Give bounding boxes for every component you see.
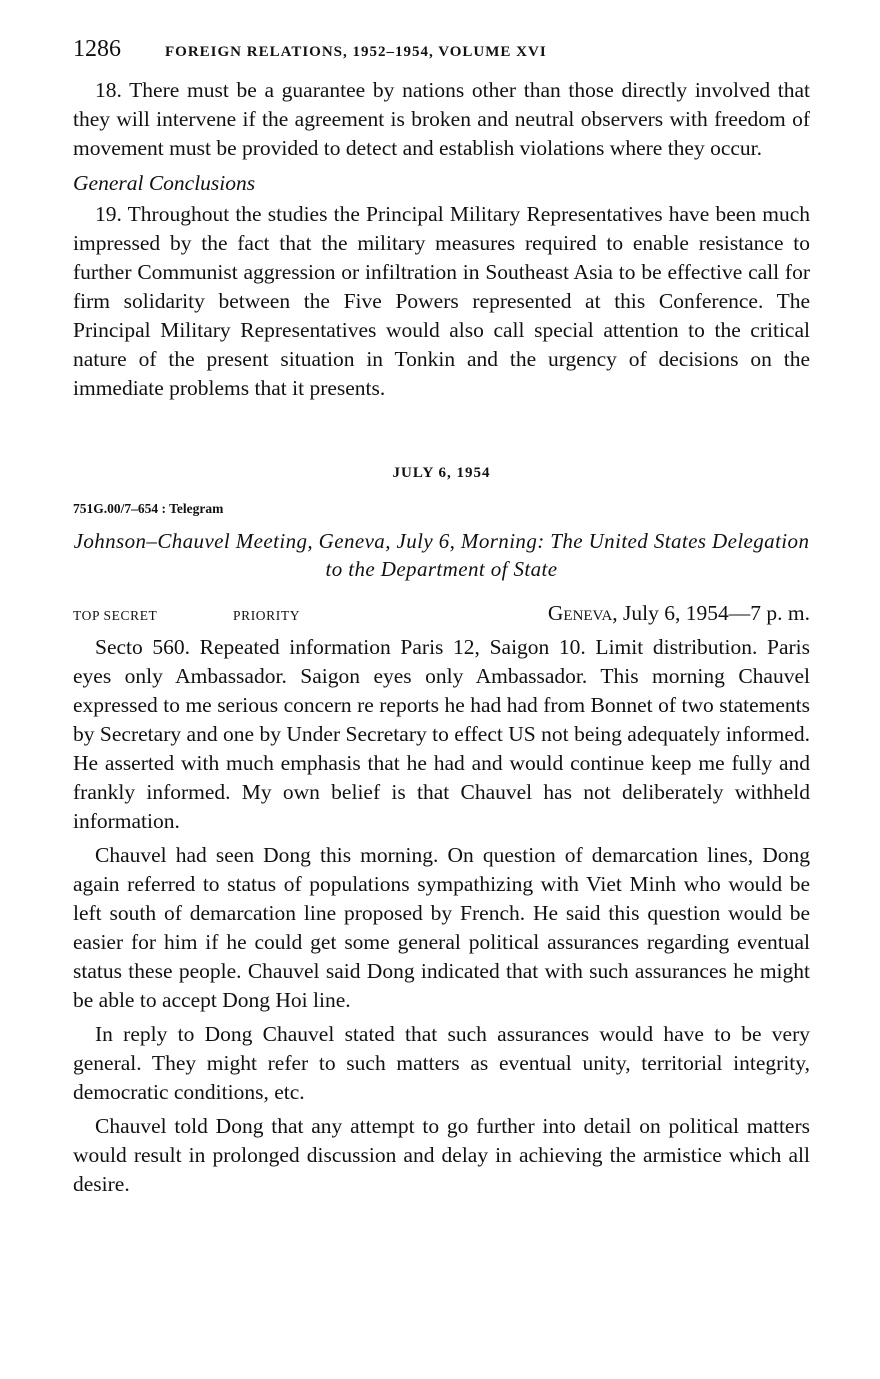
paragraph-18: 18. There must be a guarantee by nations other than those directly involved that they will intervene if the agreement is broken and neutral observers with freedom of movement must be provided to detect and establish violations where they occur. bbox=[73, 78, 810, 160]
document-page bbox=[73, 36, 810, 1199]
date-heading: JULY 6, 1954 bbox=[392, 465, 491, 481]
dateline bbox=[548, 601, 810, 626]
section-subhead: General Conclusions bbox=[73, 171, 256, 195]
dateline-place: Geneva, bbox=[547, 601, 618, 625]
body-paragraph: Secto 560. Repeated information Paris 12, Saigon 10. Limit distribution. Paris eyes only Ambassador. Saigon eyes only Ambassador. This morning Chauvel expressed to me serious concern re reports he had had from Bonnet of two statements by Secretary and one by Under Secretary to effect US not being adequately informed. He asserted with much emphasis that he had and would continue keep me fully and frankly informed. My own belief is that Chauvel has not deliberately withheld information. bbox=[73, 635, 810, 833]
dateline-time: July 6, 1954—7 p. m. bbox=[623, 601, 810, 625]
page-number: 1286 bbox=[73, 36, 121, 62]
classification-label: TOP SECRET bbox=[73, 608, 158, 623]
document-title: Johnson–Chauvel Meeting, Geneva, July 6, Morning: The United States Delegation to the Department of State bbox=[73, 529, 810, 581]
running-head bbox=[73, 36, 810, 76]
body-paragraph: Chauvel had seen Dong this morning. On question of demarcation lines, Dong again referred to status of populations sympathizing with Viet Minh who would be left south of demarcation line proposed by French. He said this question would be easier for him if he could get some general political assurances regarding eventual status these people. Chauvel said Dong indicated that with such assurances he might be able to accept Dong Hoi line. bbox=[73, 843, 810, 1012]
priority-label: PRIORITY bbox=[233, 608, 301, 623]
file-reference: 751G.00/7–654 : Telegram bbox=[73, 501, 224, 516]
classification-row bbox=[73, 601, 810, 633]
paragraph-19: 19. Throughout the studies the Principal Military Representatives have been much impressed by the fact that the military measures required to enable resistance to further Communist aggression or infiltration in Southeast Asia to be effective call for firm solidarity between the Five Powers represented at this Conference. The Principal Military Representatives would also call special attention to the critical nature of the present situation in Tonkin and the urgency of decisions on the immediate problems that it presents. bbox=[73, 202, 810, 400]
body-paragraph: In reply to Dong Chauvel stated that such assurances would have to be very general. They might refer to such matters as eventual unity, territorial integrity, democratic conditions, etc. bbox=[73, 1022, 810, 1104]
running-title: FOREIGN RELATIONS, 1952–1954, VOLUME XVI bbox=[165, 44, 547, 60]
body-paragraph: Chauvel told Dong that any attempt to go further into detail on political matters would result in prolonged discussion and delay in achieving the armistice which all desire. bbox=[73, 1114, 810, 1196]
